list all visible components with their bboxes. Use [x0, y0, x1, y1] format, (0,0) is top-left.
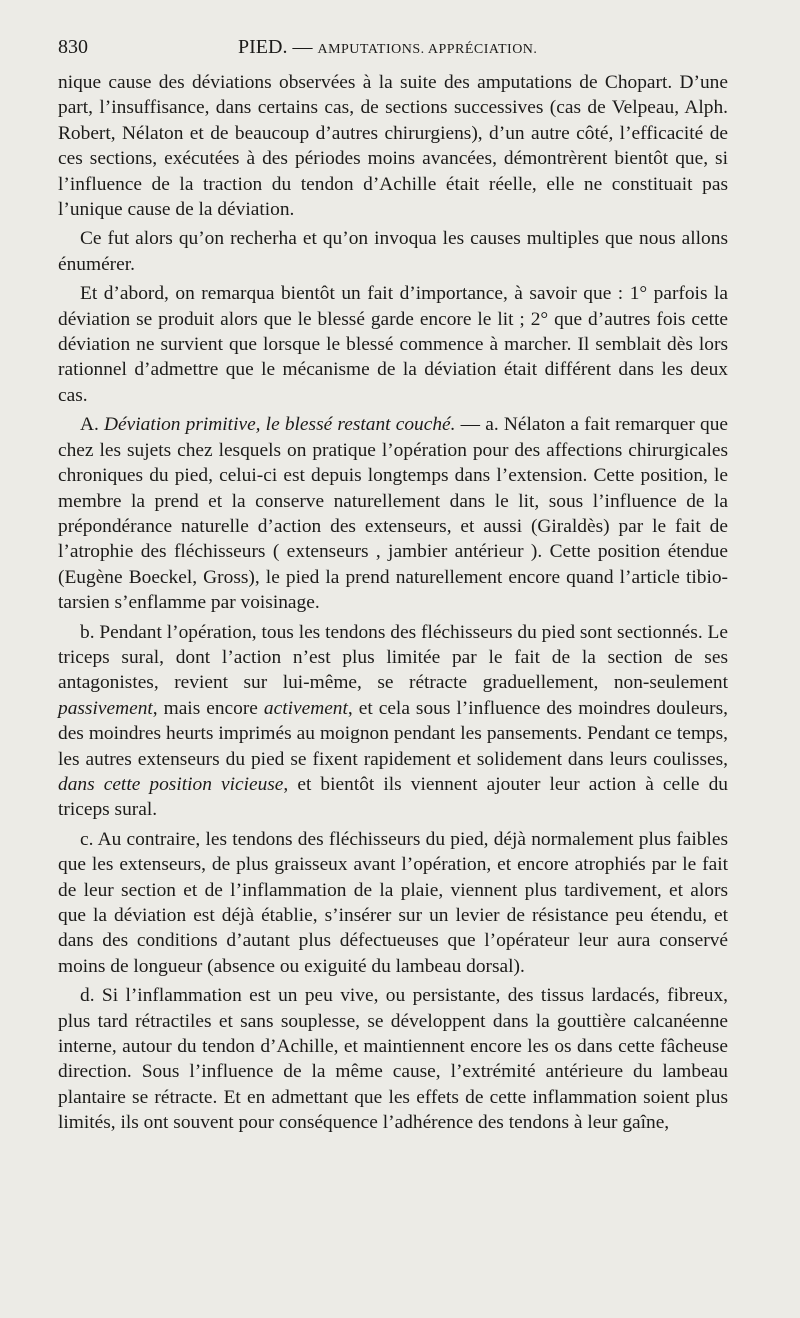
paragraph-b-text-3: , et cela sous l’influence des moindres douleurs, des moindres heurts imprimés au moignon pendant les pansements. Pendant ce temps, les autres extenseurs du pied se fixent rapidement et solidement dans leurs coulisses,: [58, 697, 728, 770]
header-separator: —: [292, 36, 313, 58]
paragraph-b-italic-3: dans cette position vicieuse: [58, 773, 284, 795]
paragraph-a-lead: A.: [80, 414, 105, 436]
page-number: 830: [58, 36, 88, 58]
paragraph-b-text-2: , mais encore: [152, 697, 264, 719]
paragraph-b-italic-1: passivement: [58, 697, 153, 719]
paragraph-b-italic-2: activement: [263, 697, 348, 719]
paragraph-continuation: nique cause des déviations observées à la suite des amputations de Chopart. D’une part, l’insuffisance, dans certains cas, de sections successives (cas de Velpeau, Alph. Robert, Nélaton et de beaucoup d’autres chirurgiens), d’un autre côté, l’efficacité de ces sections, exécutées à des périodes moins avancées, démontrèrent bientôt que, si l’influence de la traction du tendon d’Achille était réelle, elle ne constituait pas l’unique cause de la déviation.: [58, 72, 728, 221]
header-subtitle: AMPUTATIONS. APPRÉCIATION.: [317, 42, 538, 57]
paragraph-b-text-4: , et bientôt ils viennent ajouter leur action à celle du triceps sural.: [58, 773, 729, 821]
running-title: [238, 36, 537, 59]
running-header: [58, 36, 728, 64]
paragraph-b-text-1: b. Pendant l’opération, tous les tendons des fléchisseurs du pied sont sectionnés. Le triceps sural, dont l’action n’est plus limitée par le fait de la section de ses antagonistes, revient sur lui-même, se rétracte graduellement, non-seulement: [58, 621, 728, 694]
paragraph-d: d. Si l’inflammation est un peu vive, ou persistante, des tissus lardacés, fibreux, plus tard rétractiles et sans souplesse, se développent dans la gouttière calcanéenne interne, autour du tendon d’Achille, et maintiennent encore les os dans cette fâcheuse direction. Sous l’influence de la même cause, l’extrémité antérieure du lambeau plantaire se rétracte. Et en admettant que les effets de cette inflammation soient plus limités, ils ont souvent pour conséquence l’adhérence des tendons à leur gaîne,: [58, 985, 728, 1134]
paragraph-b: [58, 620, 728, 823]
paragraph-a: [58, 412, 728, 615]
paragraph-a-text: — a. Nélaton a fait remarquer que chez les sujets chez lesquels on pratique l’opération pour des affections chirurgicales chroniques du pied, celui-ci est depuis longtemps dans l’extension. Cette position, le membre la prend et la conserve naturellement dans le lit, sous l’influence de la prépondérance naturelle d’action des extenseurs, et aussi (Giraldès) par le fait de l’atrophie des fléchisseurs ( extenseurs , jambier antérieur ). Cette position étendue (Eugène Boeckel, Gross), le pied la prend naturellement encore quand l’article tibio-tarsien s’enflamme par voisinage.: [58, 414, 728, 614]
paragraph-a-heading: Déviation primitive, le blessé restant couché.: [104, 414, 456, 436]
paragraph-observation: Et d’abord, on remarqua bientôt un fait d’importance, à savoir que : 1° parfois la déviation se produit alors que le blessé garde encore le lit ; 2° que d’autres fois cette déviation ne survient que lorsque le blessé commence à marcher. Il semblait dès lors rationnel d’admettre que le mécanisme de la déviation était différent dans les deux cas.: [58, 283, 728, 406]
body-text: [58, 70, 728, 1136]
paragraph-causes: Ce fut alors qu’on recherha et qu’on invoqua les causes multiples que nous allons énumérer.: [58, 228, 728, 275]
header-title: PIED.: [238, 36, 288, 58]
paragraph-c: c. Au contraire, les tendons des fléchisseurs du pied, déjà normalement plus faibles que les extenseurs, de plus graisseux avant l’opération, et encore atrophiés par le fait de leur section et de l’inflammation de la plaie, viennent plus tardivement, et alors que la déviation est déjà établie, s’insérer sur un levier de résistance peu étendu, et dans des conditions d’autant plus défectueuses que l’opérateur leur aura conservé moins de longueur (absence ou exiguité du lambeau dorsal).: [58, 828, 728, 977]
